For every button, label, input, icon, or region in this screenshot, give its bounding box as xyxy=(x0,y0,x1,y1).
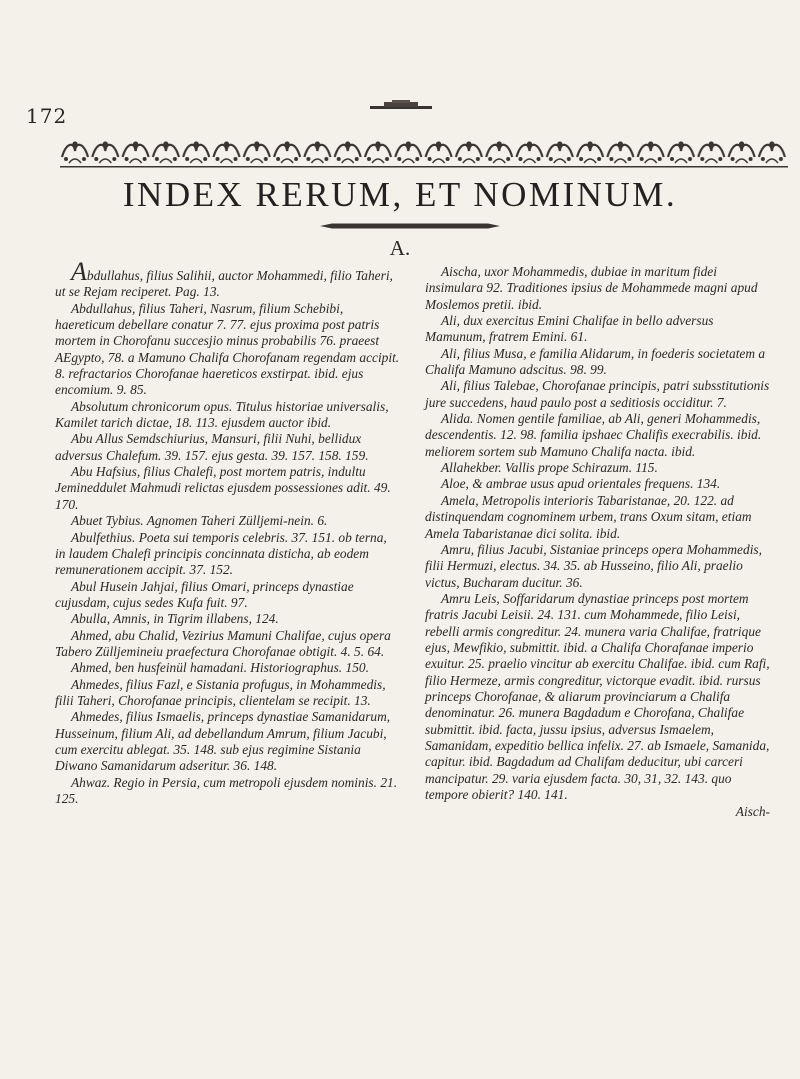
index-entry: Alida. Nomen gentile familiae, ab Ali, generi Mohammedis, descendentis. 12. 98. familia ipshaec Chalifis execrabilis. ibid. meliorem sortem sub Mamuno Chalifa nacta. ibid. xyxy=(425,411,762,459)
index-entry: Aloe, & ambrae usus apud orientales frequens. 134. xyxy=(441,476,721,492)
top-ornament-icon xyxy=(370,100,432,111)
index-entry: Amela, Metropolis interioris Tabaristanae, 20. 122. ad distinquendam cognominem urbem, trans Oxum sitam, etiam Amela Tabaristanae dici solita. ibid. xyxy=(425,492,752,541)
index-entry: Aischa, uxor Mohammedis, dubiae in maritum fidei insimulara 92. Traditiones ipsius de Mohammede magni apud Moslemos pretii. ibid. xyxy=(425,264,758,312)
index-entry: Abu Allus Semdschiurius, Mansuri, filii Nuhi, bellidux adversus Chalefum. 39. 157. ejus gesta. 39. 157. 158. 159. xyxy=(55,431,369,463)
ornamental-border-icon xyxy=(60,133,788,169)
index-entry: Ahmed, abu Chalid, Vezirius Mamuni Chalifae, cujus opera Tabero Zülljemineiu praefectura Chorofanae obtigit. 4. 5. 64. xyxy=(55,627,391,659)
page-number: 172 xyxy=(26,104,68,128)
right-column xyxy=(425,264,770,821)
index-entry: Abu Hafsius, filius Chalefi, post mortem patris, indultu Jemineddulet Mahmudi relictas ejusdem possessiones adit. 49. 170. xyxy=(55,464,391,512)
left-column xyxy=(55,257,400,807)
index-entry: Amru, filius Jacubi, Sistaniae princeps opera Mohammedis, filii Hermuzi, electus. 34. 35. ab Husseino, filio Ali, praelio victus, Bucharam ducitur. 36. xyxy=(425,541,762,590)
title-rule-icon xyxy=(320,223,500,229)
index-entry: Ali, filius Talebae, Chorofanae principis, patri subsstitutionis jure succedens, haud paulo post a seditiosis occiditur. 7. xyxy=(425,378,770,410)
index-entry: Ali, dux exercitus Emini Chalifae in bello adversus Mamunum, fratrem Emini. 61. xyxy=(425,313,714,345)
index-entry: Abdullahus, filius Salihii, auctor Mohammedi, filio Taheri, ut se Rejam reciperet. Pag. 13. xyxy=(55,257,393,300)
index-entry: Ahmed, ben husfeinül hamadani. Historiographus. 150. xyxy=(71,660,369,676)
catchword: Aisch- xyxy=(735,804,770,820)
index-entry: Ali, filius Musa, e familia Alidarum, in foederis societatem a Chalifa Mamuno adscitus. 98. 99. xyxy=(425,345,766,378)
index-entry: Ahmedes, filius Fazl, e Sistania profugus, in Mohammedis, filii Taheri, Chorofanae principis, clientelam se recipit. 13. xyxy=(55,676,386,708)
index-entry: Abuet Tybius. Agnomen Taheri Zülljemi-nein. 6. xyxy=(71,513,328,529)
index-entry: Allahekber. Vallis prope Schirazum. 115. xyxy=(441,460,658,476)
index-entry: Ahmedes, filius Ismaelis, princeps dynastiae Samanidarum, Husseinum, filium Ali, ad debellandum Amrum, filium Jacubi, cum exercitu ablegat. 35. 148. sub ejus regimine Sistania Diwano Samanidarum adseritur. 36. 148. xyxy=(55,709,391,774)
index-entry: Absolutum chronicorum opus. Titulus historiae universalis, Kamilet tarich dictae, 18. 113. ejusdem auctor ibid. xyxy=(55,398,389,431)
index-entry: Ahwaz. Regio in Persia, cum metropoli ejusdem nominis. 21. 125. xyxy=(55,774,398,806)
index-entry: Abdullahus, filius Taheri, Nasrum, filium Schebibi, haereticum debellare conatur 7. 77. ejus proxima post patris mortem in Chorofanu succesjio minus probabilis 76. praeest AEgypto, 78. a Mamuno Chalifa Chorofanam regendam accipit. 8. refractarios Chorofanae haereticos exstirpat. ibid. ejus encomium. 9. 85. xyxy=(55,300,400,398)
index-entry: Abul Husein Jahjai, filius Omari, princeps dynastiae cujusdam, cujus sedes Kufa fuit. 97. xyxy=(55,578,354,610)
section-letter: A. xyxy=(389,236,411,260)
page-title: INDEX RERUM, ET NOMINUM. xyxy=(122,175,678,214)
index-entry: Abulfethius. Poeta sui temporis celebris. 37. 151. ob terna, in laudem Chalefi principis concinnata disticha, ab eodem remunerationem accipit. 37. 152. xyxy=(55,529,387,578)
index-entry: Amru Leis, Soffaridarum dynastiae princeps post mortem fratris Jacubi Leisii. 24. 131. cum Mohammede, filio Leisi, rebelli armis congreditur. 24. munera varia Chalifae, fratrique ejus, Mewfikio, submittit. ibid. a Chalifa Chorafanae imperio exuitur. 25. praelio vincitur ab exercitu Chalifae. ibid. cum Rafi, filio Hermeze, armis congreditur, victorque evadit. ibid. rursus princeps Chorofanae, & aliarum provinciarum a Chalifa denominatur. 26. munera Bagdadum e Chorofana, Chalifae submittit. ibid. facta, jussu ipsius, adversus Ismaelem, Samanidam, expeditio bellica infelix. 27. ab Ismaele, Samanida, capitur. ibid. Bagdadum ad Chalifam deducitur, ubi carceri mancipatur. 29. varia ejusdem facta. 30, 31, 32. 143. quo tempore obierit? 140. 141. xyxy=(425,590,770,802)
index-entry: Abulla, Amnis, in Tigrim illabens, 124. xyxy=(71,611,279,627)
